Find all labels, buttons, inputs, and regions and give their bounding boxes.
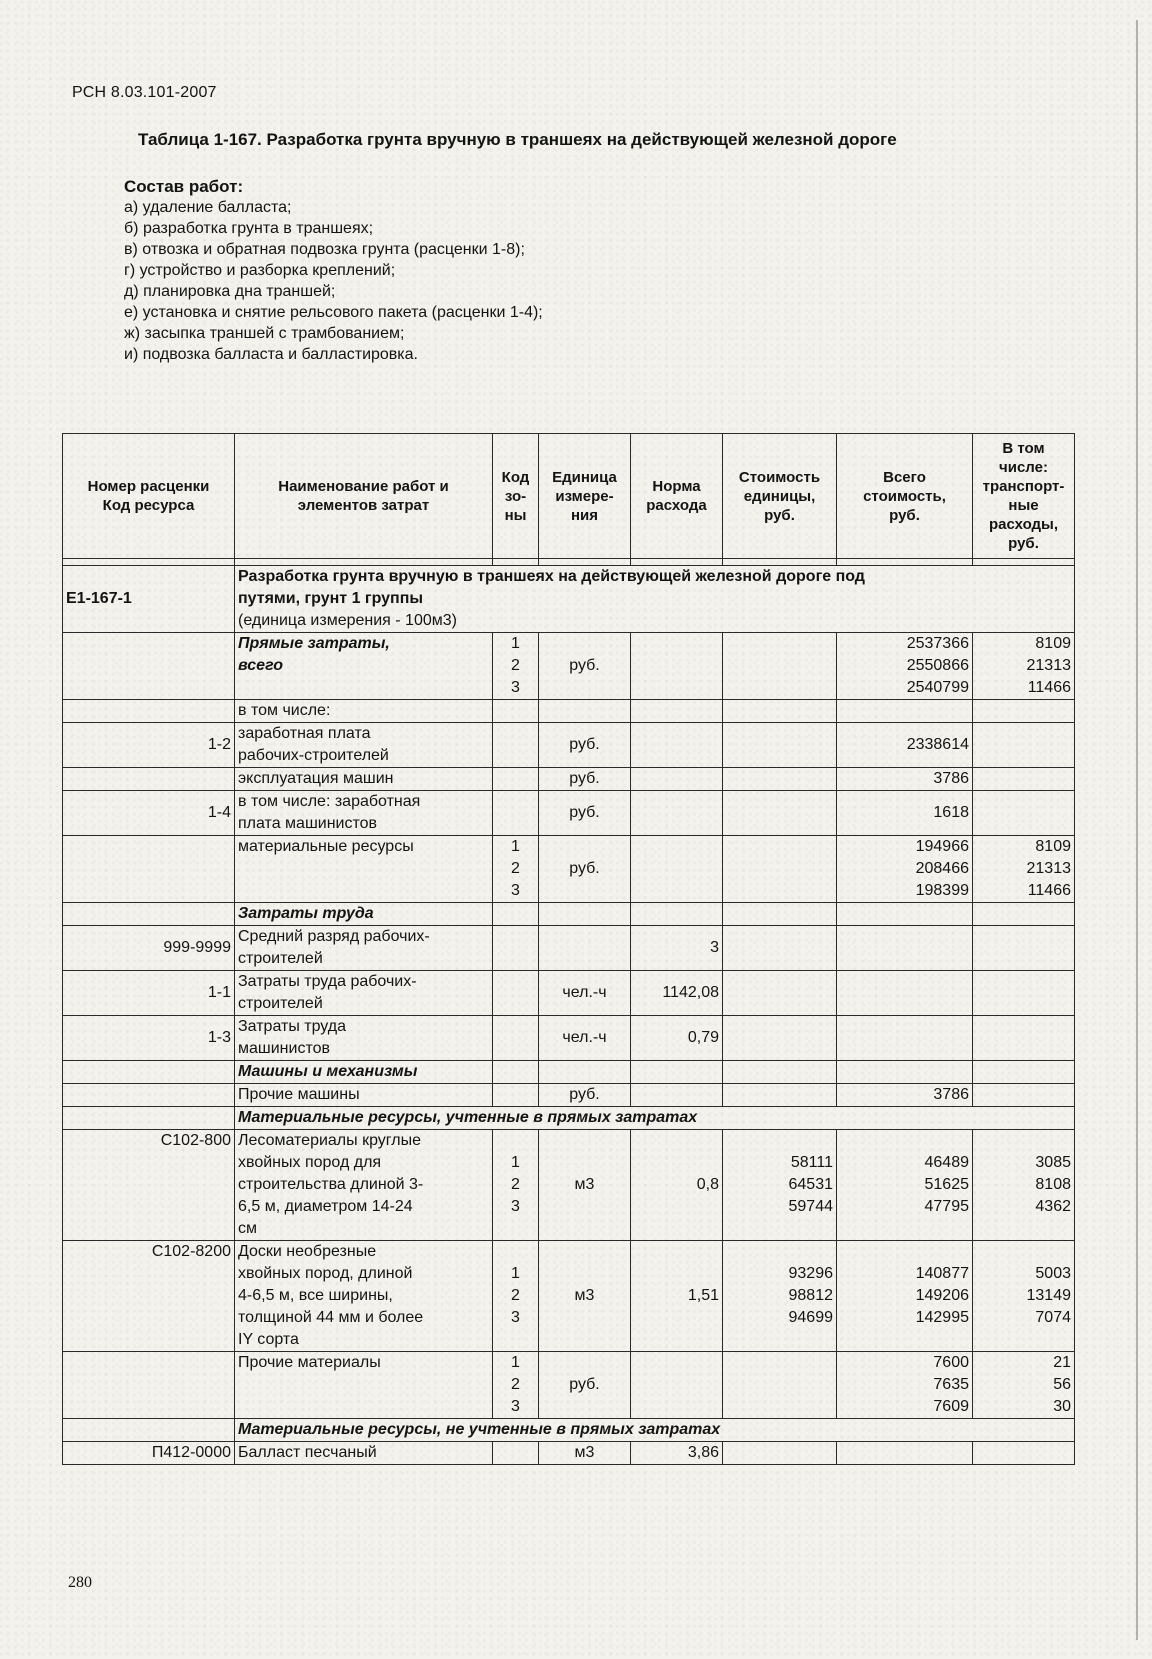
unit-cell: руб. (539, 633, 631, 700)
table-row (63, 791, 1075, 836)
zone-cell: 1 2 3 (493, 836, 539, 903)
column-header-norm: Норма расхода (631, 434, 723, 559)
transport-cell: 3085 8108 4362 (973, 1130, 1075, 1241)
item-name: заработная плата рабочих-строителей (235, 723, 493, 768)
work-item: в) отвозка и обратная подвозка грунта (расценки 1-8); (124, 241, 525, 258)
table-row (63, 1352, 1075, 1419)
table-row (63, 1107, 1075, 1130)
total-cost-cell: 3786 (837, 1084, 973, 1107)
table-row (63, 566, 1075, 633)
total-cost-cell: 1618 (837, 791, 973, 836)
total-cost-cell: 194966 208466 198399 (837, 836, 973, 903)
work-item: ж) засыпка траншей с трамбованием; (124, 325, 405, 342)
work-item: б) разработка грунта в траншеях; (124, 220, 374, 237)
transport-cell: 5003 13149 7074 (973, 1241, 1075, 1352)
norms-table (62, 433, 1075, 1465)
page-number: 280 (68, 1574, 92, 1591)
work-item: е) установка и снятие рельсового пакета (расценки 1-4); (124, 304, 543, 321)
table-row (63, 633, 1075, 700)
work-item: и) подвозка балласта и балластировка. (124, 346, 418, 363)
item-name: в том числе: заработная плата машинистов (235, 791, 493, 836)
table-row (63, 926, 1075, 971)
column-header-name: Наименование работ и элементов затрат (235, 434, 493, 559)
unit-cost-cell: 93296 98812 94699 (723, 1241, 837, 1352)
item-name: эксплуатация машин (235, 768, 493, 791)
unit-cost-cell: 58111 64531 59744 (723, 1130, 837, 1241)
unit-cell: руб. (539, 723, 631, 768)
table-row (63, 1241, 1075, 1352)
unit-cell: м3 (539, 1241, 631, 1352)
unit-cell: чел.-ч (539, 1016, 631, 1061)
item-name: Прочие машины (235, 1084, 493, 1107)
work-item: д) планировка дна траншей; (124, 283, 336, 300)
group-heading: Материальные ресурсы, не учтенные в прямых затратах (235, 1419, 1075, 1442)
total-cost-cell: 140877 149206 142995 (837, 1241, 973, 1352)
total-cost-cell: 2537366 2550866 2540799 (837, 633, 973, 700)
table-title: Таблица 1-167. Разработка грунта вручную в траншеях на действующей железной дороге (138, 130, 897, 149)
group-heading: Машины и механизмы (235, 1061, 493, 1084)
work-composition-heading: Состав работ: (124, 177, 244, 196)
norm-cell: 0,8 (631, 1130, 723, 1241)
item-name: Прочие материалы (235, 1352, 493, 1419)
unit-cell: м3 (539, 1442, 631, 1465)
section-title-line: путями, грунт 1 группы (238, 590, 424, 607)
group-heading: Затраты труда (235, 903, 493, 926)
unit-cell: руб. (539, 791, 631, 836)
resource-code: С102-800 (63, 1130, 235, 1241)
resource-code: 1-3 (63, 1016, 235, 1061)
resource-code: 1-2 (63, 723, 235, 768)
item-name: Затраты труда рабочих- строителей (235, 971, 493, 1016)
zone-cell: 1 2 3 (493, 1352, 539, 1419)
item-name: Лесоматериалы круглые хвойных пород для строительства длиной 3- 6,5 м, диаметром 14-24 см (235, 1130, 493, 1241)
table-row (63, 1061, 1075, 1084)
unit-cell: руб. (539, 836, 631, 903)
section-title-cell (235, 566, 1075, 633)
item-name: Балласт песчаный (235, 1442, 493, 1465)
table-row (63, 836, 1075, 903)
total-cost-cell: 2338614 (837, 723, 973, 768)
direct-costs-name: Прямые затраты, всего (235, 633, 493, 700)
table-row (63, 1084, 1075, 1107)
table-row (63, 1130, 1075, 1241)
transport-cell: 8109 21313 11466 (973, 633, 1075, 700)
table-row (63, 1016, 1075, 1061)
resource-code: 999-9999 (63, 926, 235, 971)
table-header-row (63, 434, 1075, 559)
work-composition (124, 176, 543, 365)
table-row (63, 768, 1075, 791)
work-item: г) устройство и разборка креплений; (124, 262, 396, 279)
unit-cell: чел.-ч (539, 971, 631, 1016)
table-row (63, 1419, 1075, 1442)
group-heading: Материальные ресурсы, учтенные в прямых затратах (235, 1107, 1075, 1130)
table-row (63, 723, 1075, 768)
total-cost-cell: 7600 7635 7609 (837, 1352, 973, 1419)
norm-cell: 3,86 (631, 1442, 723, 1465)
column-header-transport: В том числе: транспорт- ные расходы, руб. (973, 434, 1075, 559)
table-row (63, 971, 1075, 1016)
resource-code: П412-0000 (63, 1442, 235, 1465)
item-name: Доски необрезные хвойных пород, длиной 4-6,5 м, все ширины, толщиной 44 мм и более IY сорта (235, 1241, 493, 1352)
including-label: в том числе: (235, 700, 493, 723)
column-header-code: Номер расценки Код ресурса (63, 434, 235, 559)
norm-cell: 0,79 (631, 1016, 723, 1061)
item-name: Затраты труда машинистов (235, 1016, 493, 1061)
unit-cell: м3 (539, 1130, 631, 1241)
section-code: Е1-167-1 (63, 566, 235, 633)
zone-cell: 1 2 3 (493, 1241, 539, 1352)
resource-code: 1-4 (63, 791, 235, 836)
item-name: Средний разряд рабочих- строителей (235, 926, 493, 971)
norm-cell: 1,51 (631, 1241, 723, 1352)
zone-cell: 1 2 3 (493, 633, 539, 700)
column-header-unit-cost: Стоимость единицы, руб. (723, 434, 837, 559)
resource-code: С102-8200 (63, 1241, 235, 1352)
scan-edge-line (1136, 20, 1138, 1640)
section-title-line: Разработка грунта вручную в траншеях на действующей железной дороге под (238, 568, 865, 585)
total-cost-cell: 3786 (837, 768, 973, 791)
norm-cell: 3 (631, 926, 723, 971)
work-item: а) удаление балласта; (124, 199, 292, 216)
transport-cell: 21 56 30 (973, 1352, 1075, 1419)
table-row (63, 700, 1075, 723)
column-header-total-cost: Всего стоимость, руб. (837, 434, 973, 559)
unit-cell: руб. (539, 768, 631, 791)
header-separator-row (63, 559, 1075, 566)
unit-cell: руб. (539, 1084, 631, 1107)
total-cost-cell: 46489 51625 47795 (837, 1130, 973, 1241)
document-code: РСН 8.03.101-2007 (72, 84, 217, 101)
column-header-zone: Код зо- ны (493, 434, 539, 559)
item-name: материальные ресурсы (235, 836, 493, 903)
zone-cell: 1 2 3 (493, 1130, 539, 1241)
resource-code: 1-1 (63, 971, 235, 1016)
column-header-unit: Единица измере- ния (539, 434, 631, 559)
table-row (63, 903, 1075, 926)
norm-cell: 1142,08 (631, 971, 723, 1016)
unit-cell: руб. (539, 1352, 631, 1419)
section-unit-note: (единица измерения - 100м3) (238, 612, 457, 629)
transport-cell: 8109 21313 11466 (973, 836, 1075, 903)
table-row (63, 1442, 1075, 1465)
